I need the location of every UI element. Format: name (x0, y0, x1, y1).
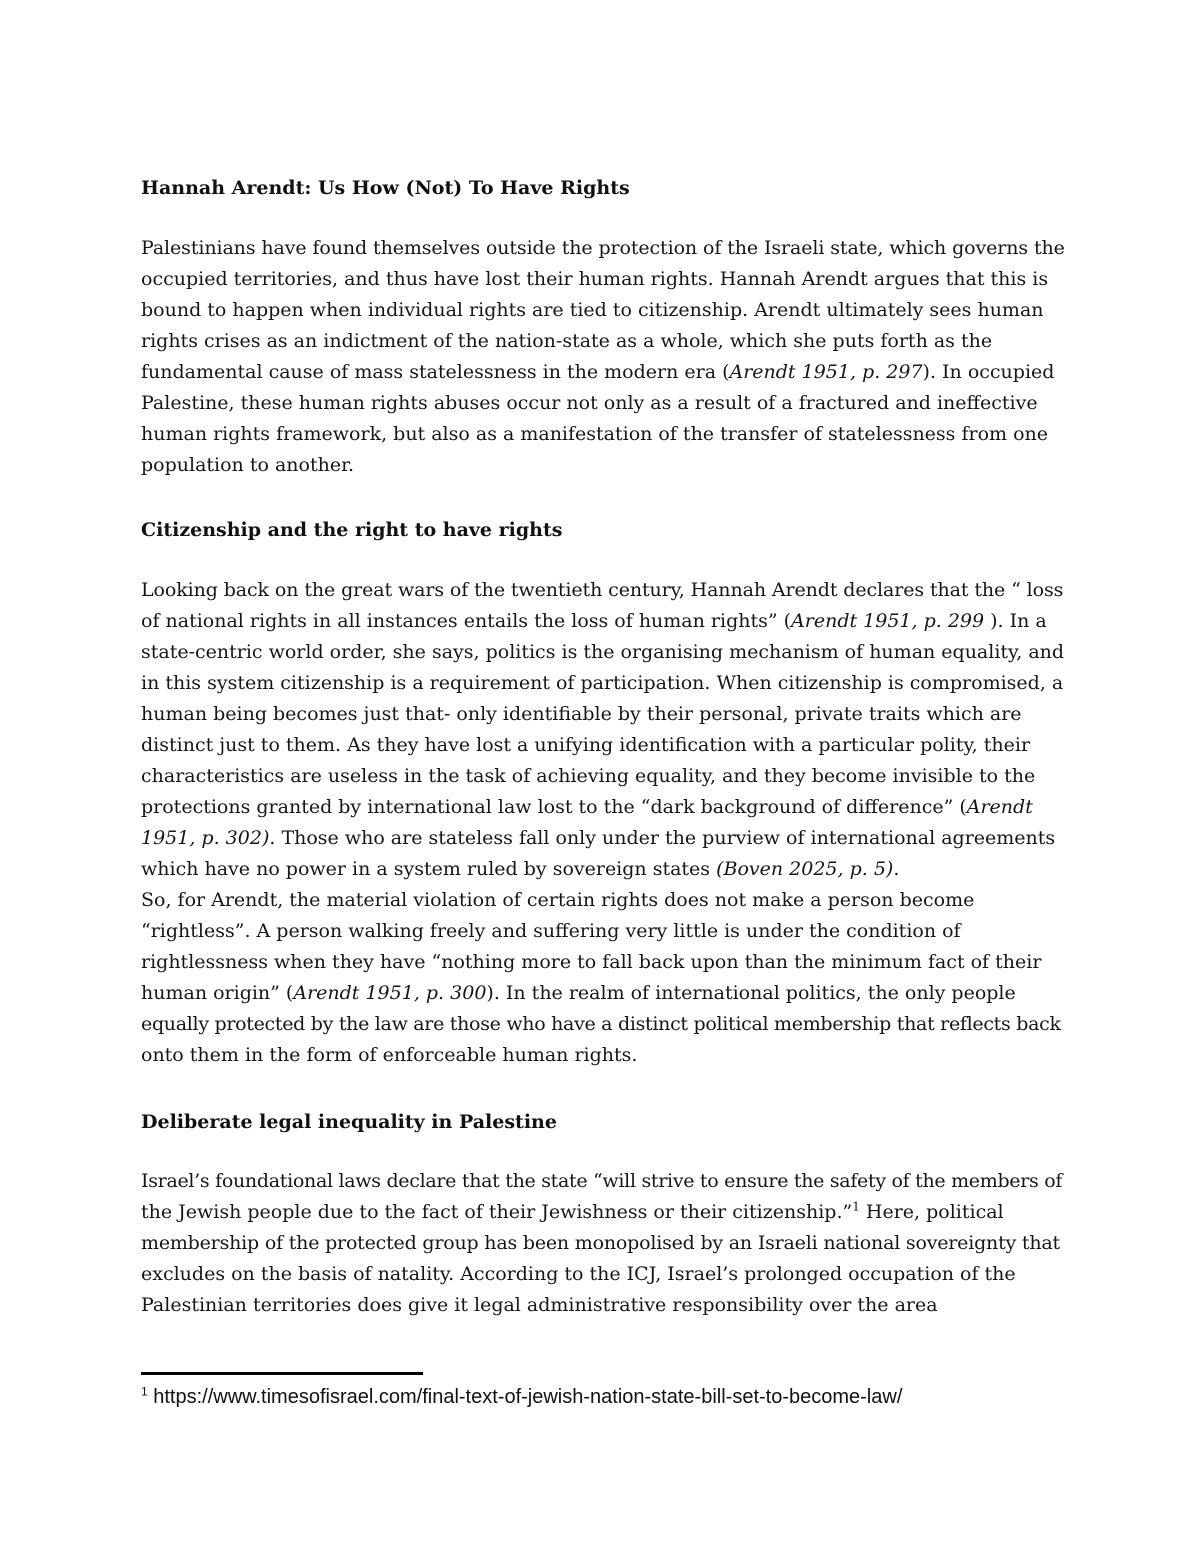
text-line: characteristics are useless in the task of achieving equality, and they become invisible to the (141, 765, 1036, 787)
citation: Arendt 1951, p. 297 (729, 361, 923, 383)
text-line: Palestinians have found themselves outside the protection of the Israeli state, which governs the (141, 237, 1065, 259)
citation: 1951, p. 302) (141, 827, 270, 849)
footnote-separator (141, 1372, 423, 1375)
section-heading-citizenship: Citizenship and the right to have rights (141, 519, 563, 541)
text-line: rights crises as an indictment of the nation-state as a whole, which she puts forth as the (141, 330, 993, 352)
text-line (141, 357, 1066, 388)
line-text: ). In occupied (922, 361, 1055, 383)
line-text: ). In the realm of international politics, the only people (486, 982, 1016, 1004)
text-line: excludes on the basis of natality. According to the ICJ, Israel’s prolonged occupation of the (141, 1263, 1016, 1285)
legal-inequality-paragraph (141, 1166, 1066, 1321)
text-line (141, 1197, 1066, 1228)
text-line: “rightless”. A person walking freely and suffering very little is under the condition of (141, 920, 961, 942)
text-line (141, 978, 1066, 1009)
text-line: occupied territories, and thus have lost their human rights. Hannah Arendt argues that this is (141, 268, 1049, 290)
citizenship-paragraph (141, 575, 1066, 1071)
text-line: in this system citizenship is a requirement of participation. When citizenship is compromised, a (141, 672, 1064, 694)
citation: (Boven 2025, p. 5) (716, 858, 894, 880)
line-text: Here, political (859, 1201, 1004, 1223)
text-line: onto them in the form of enforceable human rights. (141, 1044, 638, 1066)
text-line: human rights framework, but also as a manifestation of the transfer of statelessness from one (141, 423, 1048, 445)
line-text: . Those who are stateless fall only under the purview of international agreements (269, 827, 1056, 849)
text-line: Looking back on the great wars of the twentieth century, Hannah Arendt declares that the “ loss (141, 579, 1064, 601)
text-line: bound to happen when individual rights are tied to citizenship. Arendt ultimately sees human (141, 299, 1044, 321)
line-text: the Jewish people due to the fact of their Jewishness or their citizenship.” (141, 1201, 853, 1223)
text-line: population to another. (141, 454, 355, 476)
line-text: of national rights in all instances entails the loss of human rights” ( (141, 610, 792, 632)
text-line: distinct just to them. As they have lost a unifying identification with a particular polity, their (141, 734, 1031, 756)
text-line (141, 606, 1066, 637)
section-heading-legal-inequality: Deliberate legal inequality in Palestine (141, 1111, 557, 1133)
text-line: So, for Arendt, the material violation of certain rights does not make a person become (141, 889, 975, 911)
footnote-reference[interactable]: 1 (852, 1199, 860, 1214)
text-line: Palestine, these human rights abuses occur not only as a result of a fractured and ineffective (141, 392, 1038, 414)
citation: Arendt 1951, p. 300 (293, 982, 487, 1004)
citation: Arendt 1951, p. 299 (791, 610, 985, 632)
line-text: . (893, 858, 900, 880)
text-line: human being becomes just that- only identifiable by their personal, private traits which are (141, 703, 1022, 725)
line-text: human origin” ( (141, 982, 294, 1004)
text-line: Palestinian territories does give it legal administrative responsibility over the area (141, 1294, 938, 1316)
line-text: ). In a (984, 610, 1047, 632)
footnote-link[interactable]: https://www.timesofisrael.com/final-text-of-jewish-nation-state-bill-set-to-become-law/ (147, 1386, 903, 1408)
text-line (141, 854, 1066, 885)
document-title: Hannah Arendt: Us How (Not) To Have Rights (141, 177, 630, 199)
citation: Arendt (966, 796, 1033, 818)
text-line: state-centric world order, she says, politics is the organising mechanism of human equality, and (141, 641, 1065, 663)
line-text: fundamental cause of mass statelessness in the modern era ( (141, 361, 730, 383)
footnote-marker: 1 (141, 1384, 148, 1399)
text-line (141, 792, 1066, 823)
text-line (141, 823, 1066, 854)
line-text: protections granted by international law lost to the “dark background of difference” ( (141, 796, 967, 818)
line-text: which have no power in a system ruled by sovereign states (141, 858, 717, 880)
intro-paragraph (141, 233, 1066, 481)
text-line: membership of the protected group has been monopolised by an Israeli national sovereignty that (141, 1232, 1060, 1254)
text-line: equally protected by the law are those who have a distinct political membership that reflects back (141, 1013, 1061, 1035)
footnote (141, 1384, 902, 1410)
text-line: rightlessness when they have “nothing more to fall back upon than the minimum fact of their (141, 951, 1042, 973)
text-line: Israel’s foundational laws declare that the state “will strive to ensure the safety of the members of (141, 1170, 1063, 1192)
